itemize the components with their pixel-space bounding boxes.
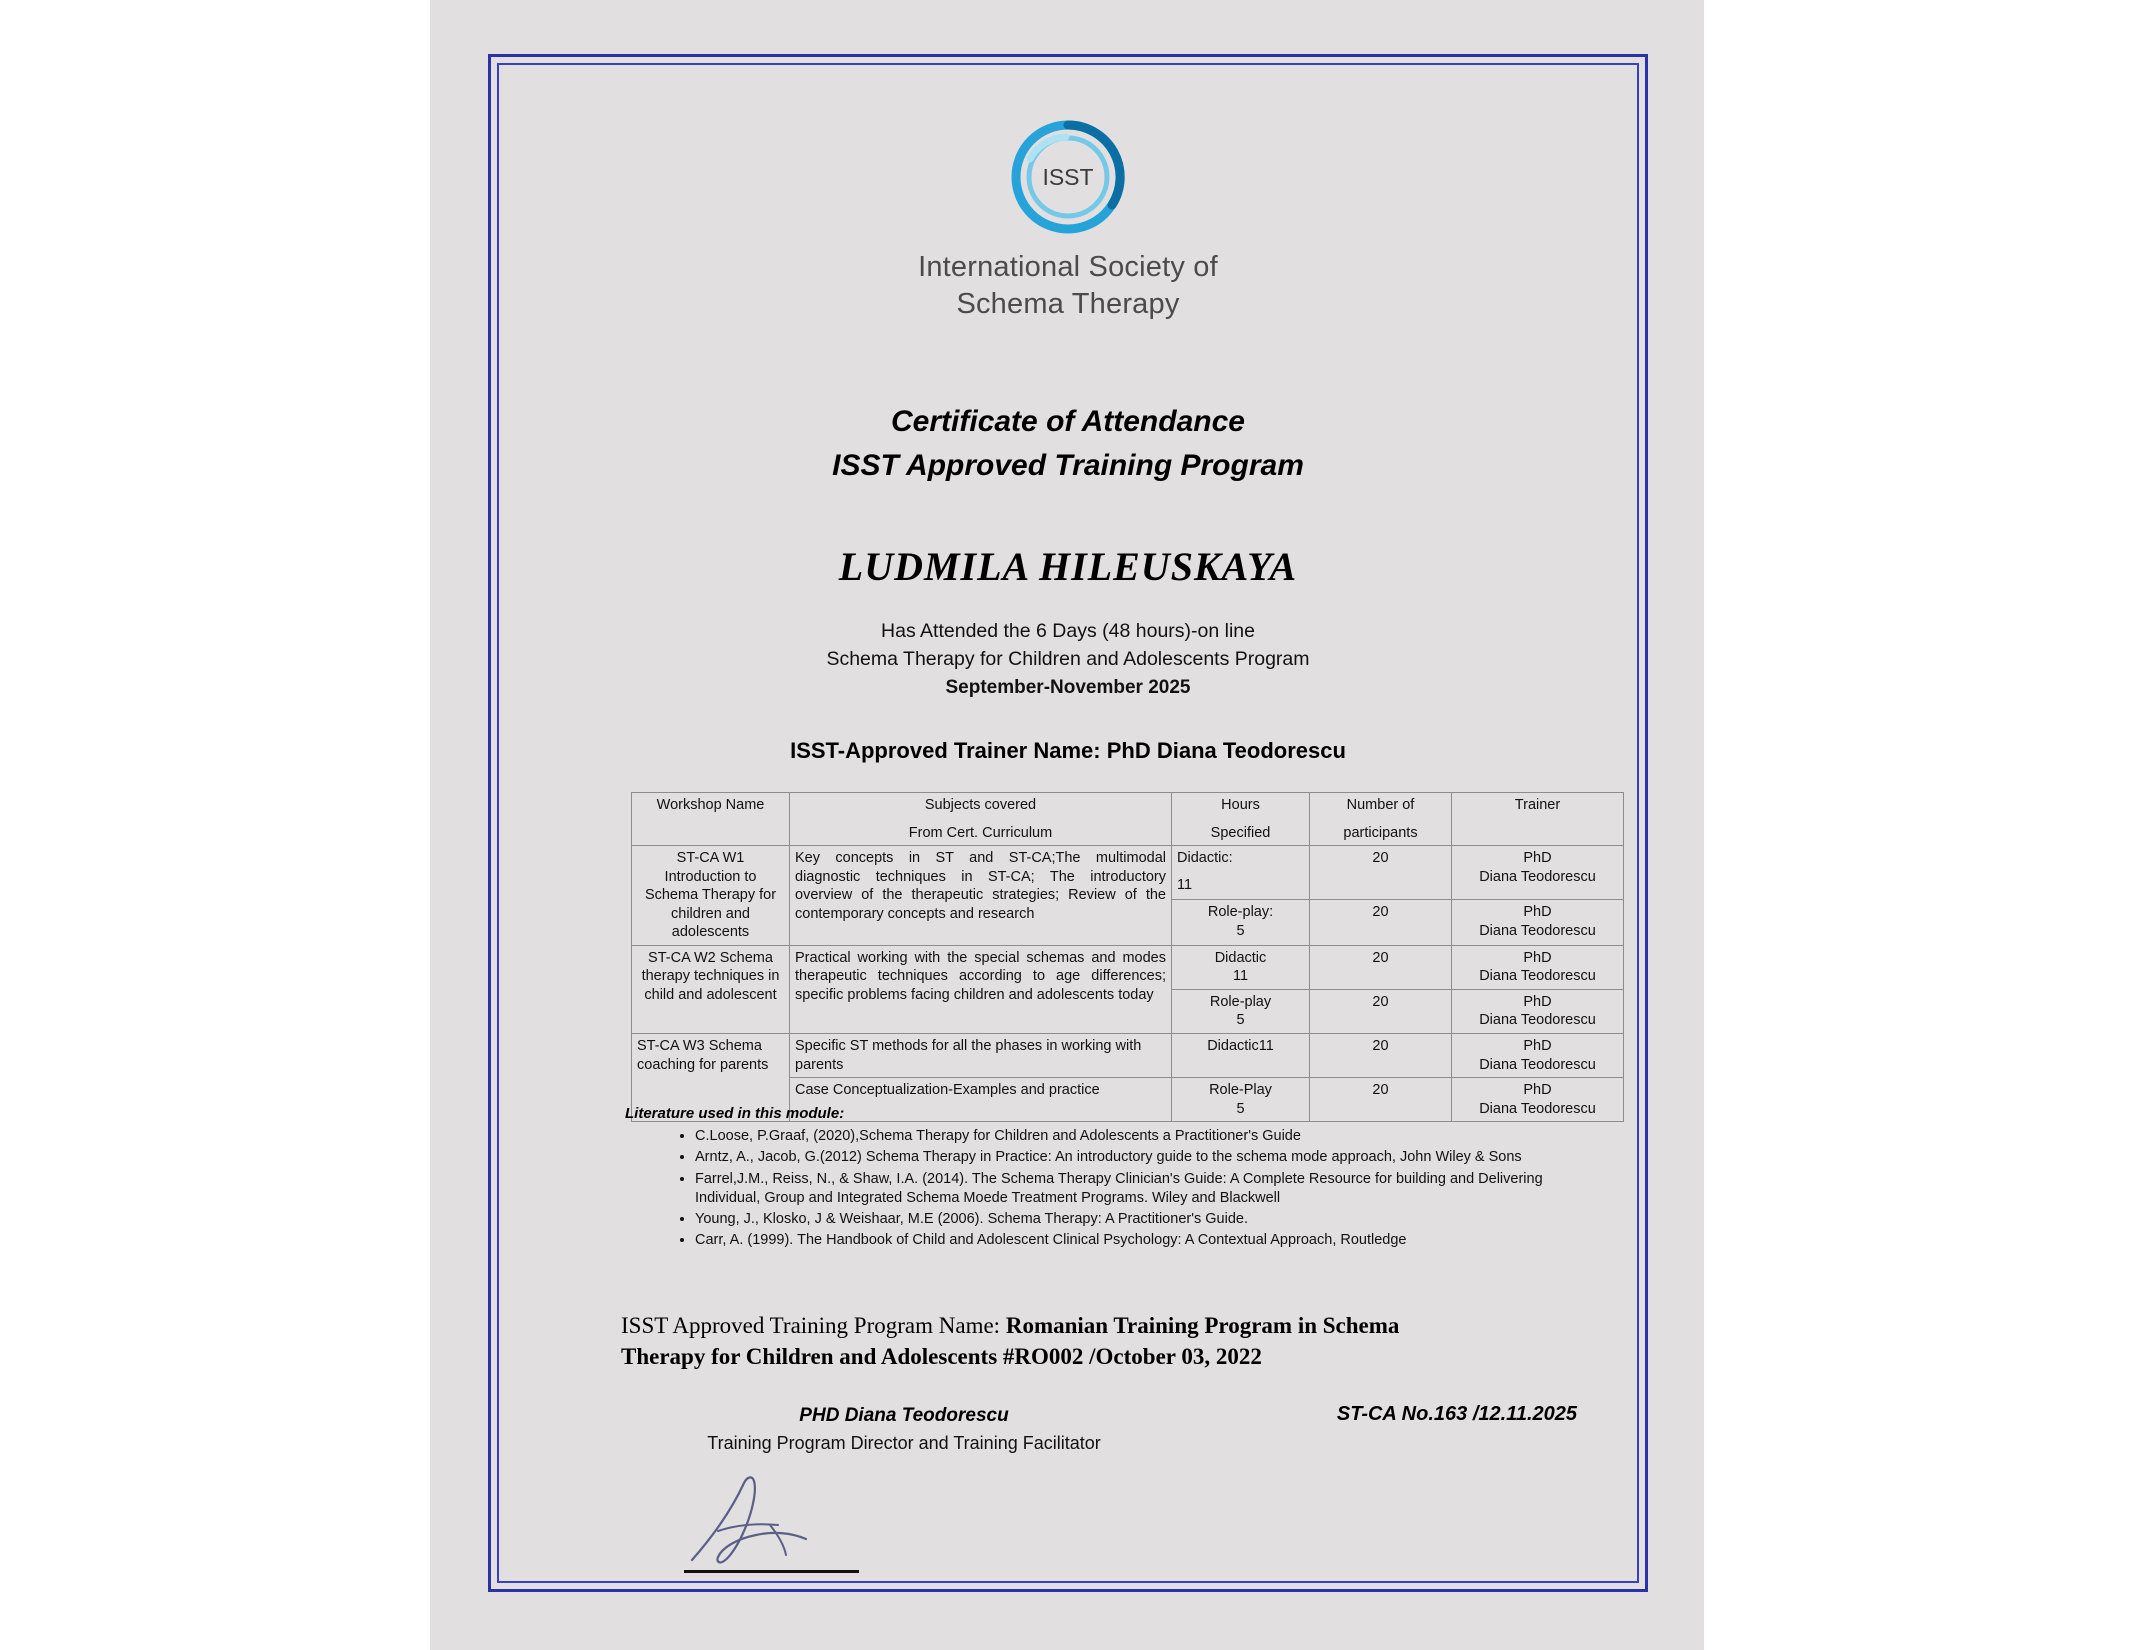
isst-ring-icon xyxy=(1006,115,1130,239)
certificate-border-outer xyxy=(488,54,1648,1592)
title-line-1: Certificate of Attendance xyxy=(891,405,1245,438)
header-participants-line1: Number of xyxy=(1346,797,1415,813)
list-item: • Arntz, A., Jacob, G.(2012) Schema Therapy in Practice: An introductory guide to the schema mode approach, John Wiley & Sons xyxy=(695,1148,1545,1167)
row2-hours-roleplay-value: 5 xyxy=(1236,1012,1245,1029)
literature-title: Literature used in this module: xyxy=(625,1105,845,1122)
signatory-role: Training Program Director and Training Facilitator xyxy=(707,1433,1101,1453)
header-workshop: Workshop Name xyxy=(632,793,790,846)
program-name-block xyxy=(621,1310,1581,1372)
list-item: • Carr, A. (1999). The Handbook of Child and Adolescent Clinical Psychology: A Contextual Approach, Routledge xyxy=(695,1231,1545,1250)
row2-trainer-title-2: PhD xyxy=(1523,993,1552,1010)
row3-trainer-title-2: PhD xyxy=(1523,1082,1552,1099)
row1-trainer-fullname-2: Diana Teodorescu xyxy=(1479,922,1596,939)
table-row xyxy=(632,945,1624,989)
row2-hours-roleplay-label: Role-play xyxy=(1209,993,1272,1010)
table-header-row xyxy=(632,793,1624,846)
list-item: • C.Loose, P.Graaf, (2020),Schema Therapy for Children and Adolescents a Practitioner's Guide xyxy=(695,1127,1545,1146)
row3-participants-roleplay: 20 xyxy=(1310,1078,1452,1122)
row1-participants-didactic: 20 xyxy=(1310,846,1452,900)
row1-trainer-title: PhD xyxy=(1523,850,1552,867)
certificate-content xyxy=(499,65,1637,1581)
row2-hours-roleplay xyxy=(1172,989,1310,1033)
literature-section xyxy=(625,1105,1545,1253)
row1-hours-roleplay-value: 5 xyxy=(1236,922,1245,939)
row1-participants-roleplay: 20 xyxy=(1310,900,1452,946)
row3-hours-roleplay-value: 5 xyxy=(1236,1100,1245,1117)
row1-trainer-didactic xyxy=(1452,846,1624,900)
row1-workshop: ST-CA W1 Introduction to Schema Therapy for children and adolescents xyxy=(632,846,790,946)
header-hours xyxy=(1172,793,1310,846)
row2-trainer-fullname: Diana Teodorescu xyxy=(1479,968,1596,985)
row3-trainer-fullname-2: Diana Teodorescu xyxy=(1479,1100,1596,1117)
row2-hours-didactic-label: Didactic xyxy=(1214,949,1267,966)
title-line-2: ISST Approved Training Program xyxy=(832,448,1304,482)
signatory-name: PHD Diana Teodorescu xyxy=(799,1405,1009,1426)
row3-hours-didactic: Didactic11 xyxy=(1172,1034,1310,1078)
row3-subjects-b: Case Conceptualization-Examples and practice xyxy=(790,1078,1172,1122)
curriculum-table xyxy=(631,792,1624,1122)
header-hours-line1: Hours xyxy=(1221,797,1260,813)
row3-subjects-a: Specific ST methods for all the phases in working with parents xyxy=(790,1034,1172,1078)
header-subjects-line2: From Cert. Curriculum xyxy=(908,824,1053,841)
list-item: • Young, J., Klosko, J & Weishaar, M.E (2006). Schema Therapy: A Practitioner's Guide. xyxy=(695,1210,1545,1229)
row1-hours-didactic-value: 11 xyxy=(1177,876,1193,893)
row1-hours-didactic-label: Didactic: xyxy=(1177,850,1233,867)
row2-participants-roleplay: 20 xyxy=(1310,989,1452,1033)
row3-workshop: ST-CA W3 Schema coaching for parents xyxy=(632,1034,790,1122)
row2-subjects: Practical working with the special schemas and modes therapeutic techniques according to age differences; specific problems facing children and adolescents today xyxy=(790,945,1172,1033)
curriculum-table-wrapper xyxy=(631,792,1596,1122)
certificate-border-inner xyxy=(497,63,1639,1583)
header-trainer: Trainer xyxy=(1452,793,1624,846)
row2-hours-didactic xyxy=(1172,945,1310,989)
isst-logo-text: ISST xyxy=(1042,164,1094,190)
row3-trainer-title: PhD xyxy=(1523,1038,1552,1055)
recipient-name: LUDMILA HILEUSKAYA xyxy=(838,544,1298,589)
org-name-line1: International Society of xyxy=(918,251,1218,283)
literature-list xyxy=(625,1127,1545,1251)
row1-trainer-title-2: PhD xyxy=(1523,904,1552,921)
attendance-line-1: Has Attended the 6 Days (48 hours)-on line xyxy=(881,620,1255,642)
list-item: • Farrel,J.M., Reiss, N., & Shaw, I.A. (2014). The Schema Therapy Clinician's Guide: A Complete Resource for building and Delivering Individual, Group and Integrated Schema Moede Treatment Programs. Wiley and Blackwell xyxy=(695,1170,1545,1209)
row3-trainer-didactic xyxy=(1452,1034,1624,1078)
row1-subjects: Key concepts in ST and ST-CA;The multimodal diagnostic techniques in ST-CA; The introductory overview of the therapeutic strategies; Review of the contemporary concepts and research xyxy=(790,846,1172,946)
signature-line xyxy=(684,1570,859,1573)
row1-hours-didactic xyxy=(1172,846,1310,900)
header-hours-line2: Specified xyxy=(1210,824,1271,841)
row2-participants-didactic: 20 xyxy=(1310,945,1452,989)
header-subjects-line1: Subjects covered xyxy=(924,797,1037,813)
header-participants xyxy=(1310,793,1452,846)
isst-logo xyxy=(499,115,1637,323)
program-name-value-line1: Romanian Training Program in Schema xyxy=(1005,1313,1400,1338)
org-name-line2: Schema Therapy xyxy=(956,287,1180,320)
row2-trainer-roleplay xyxy=(1452,989,1624,1033)
attendance-details xyxy=(499,618,1637,701)
row2-hours-didactic-value: 11 xyxy=(1232,968,1249,985)
program-name-label: ISST Approved Training Program Name: xyxy=(621,1313,1001,1338)
row2-workshop: ST-CA W2 Schema therapy techniques in child and adolescent xyxy=(632,945,790,1033)
table-row xyxy=(632,1034,1624,1078)
program-name-value-line2: Therapy for Children and Adolescents #RO002 /October 03, 2022 xyxy=(621,1344,1262,1370)
row1-trainer-roleplay xyxy=(1452,900,1624,946)
signature-icon xyxy=(674,1465,874,1580)
certificate-number: ST-CA No.163 /12.11.2025 xyxy=(1336,1403,1577,1425)
row1-hours-roleplay-label: Role-play: xyxy=(1207,904,1274,921)
row1-hours-roleplay xyxy=(1172,900,1310,946)
attendance-dates: September-November 2025 xyxy=(945,676,1191,698)
row2-trainer-title: PhD xyxy=(1523,949,1552,966)
row3-hours-roleplay-label: Role-Play xyxy=(1209,1082,1272,1099)
row3-participants-didactic: 20 xyxy=(1310,1034,1452,1078)
row2-trainer-didactic xyxy=(1452,945,1624,989)
header-subjects xyxy=(790,793,1172,846)
row1-trainer-fullname: Diana Teodorescu xyxy=(1479,868,1596,885)
certificate-title xyxy=(499,400,1637,487)
attendance-line-2: Schema Therapy for Children and Adolescents Program xyxy=(826,647,1310,670)
row3-trainer-fullname: Diana Teodorescu xyxy=(1479,1056,1596,1073)
approved-trainer-name: ISST-Approved Trainer Name: PhD Diana Teodorescu xyxy=(790,738,1346,763)
header-participants-line2: participants xyxy=(1343,824,1418,841)
row2-trainer-fullname-2: Diana Teodorescu xyxy=(1479,1012,1596,1029)
table-row xyxy=(632,846,1624,900)
